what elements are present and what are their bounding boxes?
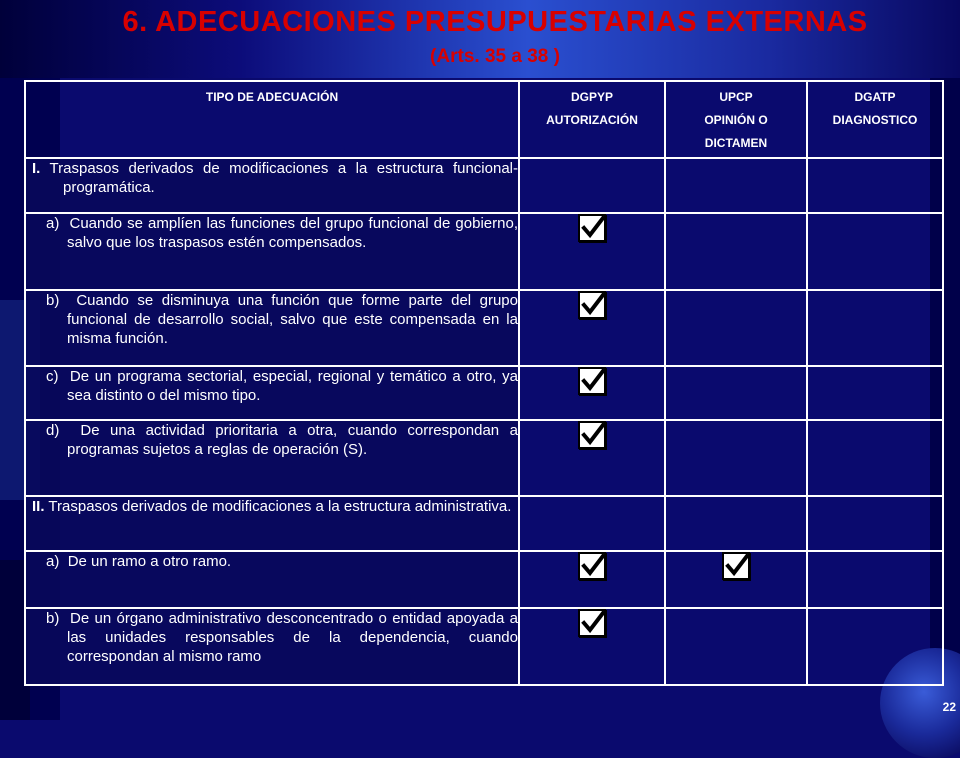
cell-dgpyp xyxy=(519,158,665,213)
cell-upcp xyxy=(665,496,807,551)
cell-upcp xyxy=(665,551,807,608)
cell-dgpyp xyxy=(519,366,665,421)
row-description: a) De un ramo a otro ramo. xyxy=(25,551,519,608)
header-dgpyp: DGPYP AUTORIZACIÓN xyxy=(519,81,665,158)
cell-upcp xyxy=(665,366,807,421)
cell-dgatp xyxy=(807,420,943,496)
header-tipo: TIPO DE ADECUACIÓN xyxy=(25,81,519,158)
cell-dgatp xyxy=(807,608,943,685)
row-description: II. Traspasos derivados de modificaciones a la estructura administrativa. xyxy=(25,496,519,551)
row-description: b) De un órgano administrativo desconcentrado o entidad apoyada a las unidades responsables de la dependencia, cuando correspondan al mismo ramo xyxy=(25,608,519,685)
cell-dgatp xyxy=(807,551,943,608)
cell-dgatp xyxy=(807,290,943,366)
checkmark-icon xyxy=(578,291,606,319)
checkmark-icon xyxy=(578,367,606,395)
cell-dgatp xyxy=(807,158,943,213)
cell-dgpyp xyxy=(519,420,665,496)
table-row xyxy=(25,496,943,551)
cell-upcp xyxy=(665,290,807,366)
row-description: c) De un programa sectorial, especial, regional y temático a otro, ya sea distinto o del mismo tipo. xyxy=(25,366,519,421)
checkmark-icon xyxy=(578,552,606,580)
table-header-row xyxy=(25,81,943,158)
table-row xyxy=(25,608,943,685)
table-row xyxy=(25,158,943,213)
table-row xyxy=(25,290,943,366)
table-row xyxy=(25,366,943,421)
cell-upcp xyxy=(665,213,807,290)
row-description: d) De una actividad prioritaria a otra, cuando correspondan a programas sujetos a reglas de operación (S). xyxy=(25,420,519,496)
cell-dgatp xyxy=(807,366,943,421)
table-row xyxy=(25,551,943,608)
table-row xyxy=(25,420,943,496)
row-description: I. Traspasos derivados de modificaciones a la estructura funcional-programática. xyxy=(25,158,519,213)
page-subtitle: (Arts. 35 a 38 ) xyxy=(430,46,560,67)
cell-dgatp xyxy=(807,213,943,290)
cell-dgpyp xyxy=(519,496,665,551)
cell-upcp xyxy=(665,608,807,685)
cell-dgpyp xyxy=(519,213,665,290)
cell-dgpyp xyxy=(519,608,665,685)
row-description: a) Cuando se amplíen las funciones del grupo funcional de gobierno, salvo que los traspasos estén compensados. xyxy=(25,213,519,290)
cell-dgatp xyxy=(807,496,943,551)
row-description: b) Cuando se disminuya una función que forme parte del grupo funcional de desarrollo social, salvo que este compensada en la misma función. xyxy=(25,290,519,366)
cell-upcp xyxy=(665,158,807,213)
cell-dgpyp xyxy=(519,290,665,366)
cell-upcp xyxy=(665,420,807,496)
checkmark-icon xyxy=(578,609,606,637)
header-dgatp: DGATP DIAGNOSTICO xyxy=(807,81,943,158)
checkmark-icon xyxy=(578,421,606,449)
cell-dgpyp xyxy=(519,551,665,608)
adecuaciones-table xyxy=(24,80,944,686)
header-upcp: UPCP OPINIÓN O DICTAMEN xyxy=(665,81,807,158)
slide-number: 22 xyxy=(942,700,956,714)
table-row xyxy=(25,213,943,290)
page-title: 6. ADECUACIONES PRESUPUESTARIAS EXTERNAS xyxy=(122,6,868,38)
checkmark-icon xyxy=(578,214,606,242)
checkmark-icon xyxy=(722,552,750,580)
